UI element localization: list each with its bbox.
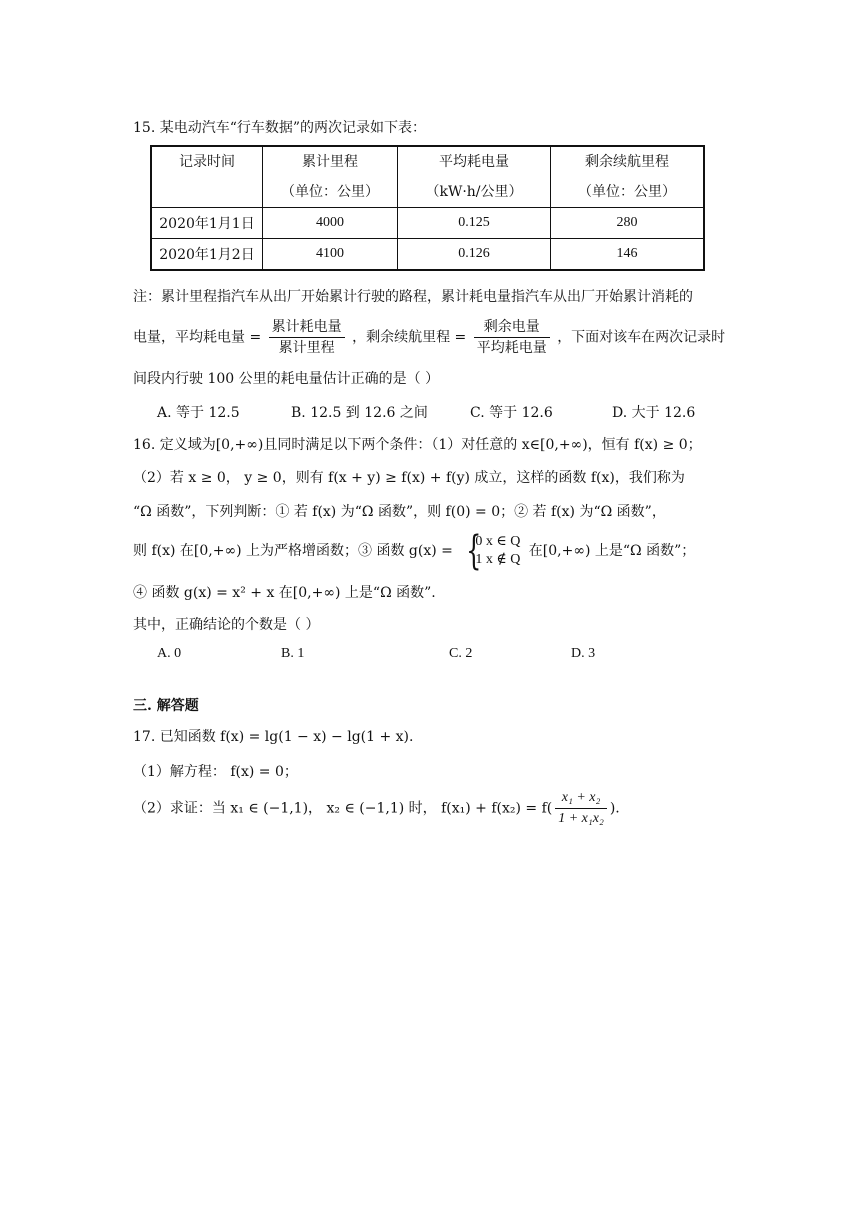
driving-data-table <box>150 145 705 271</box>
q17-line2: （1）解方程： f(x) = 0； <box>133 764 298 780</box>
header-cell <box>263 146 398 208</box>
table-cell: 4000 <box>263 208 398 239</box>
header-unit: （单位：公里） <box>281 184 379 200</box>
header-cell <box>151 146 263 208</box>
header-cell <box>398 146 551 208</box>
q15-note-line2 <box>133 317 725 358</box>
q16-option-c: C. 2 <box>449 646 473 661</box>
header-unit: （kW·h/公里） <box>425 184 523 200</box>
piecewise-function <box>461 528 521 574</box>
q15-note-line1: 注：累计里程指汽车从出厂开始累计行驶的路程，累计耗电量指汽车从出厂开始累计消耗的 <box>133 289 693 305</box>
table-cell: 0.125 <box>398 208 551 239</box>
q16-line4 <box>133 530 695 572</box>
fraction-denominator: 平均耗电量 <box>476 340 547 356</box>
note-text: 电量，平均耗电量 = <box>133 329 262 346</box>
q16-option-d: D. 3 <box>571 646 596 661</box>
header-label: 记录时间 <box>179 154 235 170</box>
fraction-denominator: 1 + x₁x₂ <box>558 811 604 826</box>
q15-stem: 15. 某电动汽车“行车数据”的两次记录如下表： <box>133 120 427 136</box>
table-cell: 280 <box>551 208 705 239</box>
statement-text: 则 f(x) 在[0,+∞) 上为严格增函数；③ 函数 g(x) = <box>133 543 453 559</box>
brace-glyph: { <box>466 528 482 574</box>
statement-text: 在[0,+∞) 上是“Ω 函数”； <box>528 543 696 559</box>
table-cell: 0.126 <box>398 239 551 271</box>
header-label: 累计里程 <box>302 154 358 170</box>
proof-text: （2）求证：当 x₁ ∈ (−1,1)， x₂ ∈ (−1,1) 时， f(x₁) + f(x₂) = f( <box>133 800 553 817</box>
q16-option-a: A. 0 <box>157 646 182 661</box>
header-unit: （单位：公里） <box>578 184 676 200</box>
table-header-row <box>151 146 704 208</box>
table-row <box>151 208 704 239</box>
q17-line1: 17. 已知函数 f(x) = lg(1 − x) − lg(1 + x). <box>133 729 414 745</box>
table-cell: 146 <box>551 239 705 271</box>
piecewise-case: 1 x ∉ Q <box>475 552 521 567</box>
header-cell <box>551 146 705 208</box>
q17-fraction <box>555 788 607 829</box>
fraction-numerator: x₁ + x₂ <box>555 788 607 809</box>
section-heading: 三. 解答题 <box>133 698 199 714</box>
q16-line6: 其中，正确结论的个数是（ ） <box>133 617 320 633</box>
remaining-range-fraction <box>474 317 550 358</box>
fraction-numerator: 剩余电量 <box>474 317 550 338</box>
table-row <box>151 239 704 271</box>
q15-note-line3: 间段内行驶 100 公里的耗电量估计正确的是（ ） <box>133 371 440 387</box>
fraction-numerator: 累计耗电量 <box>269 317 345 338</box>
header-label: 剩余续航里程 <box>585 154 669 170</box>
table-cell: 4100 <box>263 239 398 271</box>
table-cell: 2020年1月1日 <box>151 208 263 239</box>
note-text: ，下面对该车在两次记录时 <box>557 329 726 346</box>
q16-line5: ④ 函数 g(x) = x² + x 在[0,+∞) 上是“Ω 函数”. <box>133 585 436 601</box>
q17-line3 <box>133 788 620 829</box>
q16-line3: “Ω 函数”，下列判断：① 若 f(x) 为“Ω 函数”，则 f(0) = 0；② 若 f(x) 为“Ω 函数”， <box>133 504 666 520</box>
q16-line2: （2）若 x ≥ 0， y ≥ 0，则有 f(x + y) ≥ f(x) + f(y) 成立，这样的函数 f(x)，我们称为 <box>133 470 685 486</box>
header-label: 平均耗电量 <box>439 154 509 170</box>
q15-option-c: C. 等于 12.6 <box>470 405 553 421</box>
q16-option-b: B. 1 <box>281 646 305 661</box>
q15-option-d: D. 大于 12.6 <box>612 405 696 421</box>
piecewise-case: 0 x ∈ Q <box>475 534 521 549</box>
avg-consumption-fraction <box>269 317 345 358</box>
note-text: ，剩余续航里程 = <box>352 329 467 346</box>
fraction-denominator: 累计里程 <box>278 340 335 356</box>
q16-line1: 16. 定义域为[0,+∞)且同时满足以下两个条件：（1）对任意的 x∈[0,+∞)，恒有 f(x) ≥ 0； <box>133 437 702 453</box>
table-cell: 2020年1月2日 <box>151 239 263 271</box>
proof-text: ). <box>609 800 620 817</box>
q15-option-b: B. 12.5 到 12.6 之间 <box>291 405 428 421</box>
q15-option-a: A. 等于 12.5 <box>157 405 240 421</box>
